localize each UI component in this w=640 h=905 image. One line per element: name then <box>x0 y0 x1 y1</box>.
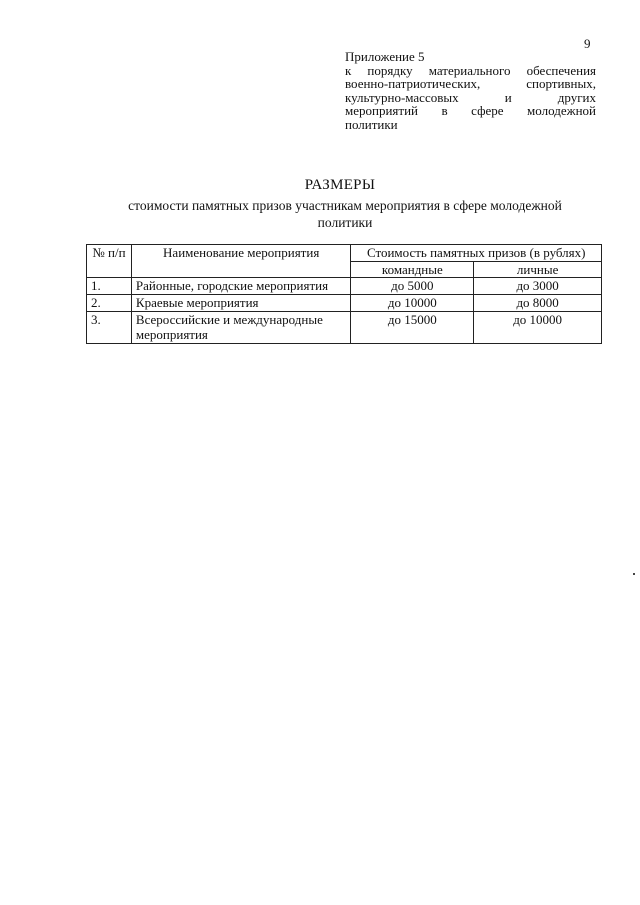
prizes-table <box>86 244 602 344</box>
cell-name: Краевые мероприятия <box>131 295 351 312</box>
appendix-line: культурно-массовых и других <box>345 89 596 105</box>
appendix-line: военно-патриотических, спортивных, <box>345 76 596 91</box>
cell-team: до 15000 <box>351 312 474 344</box>
appendix-line: к порядку материального обеспечения <box>345 62 596 78</box>
cell-personal: до 10000 <box>474 312 602 344</box>
cell-number: 1. <box>87 278 132 295</box>
header-team: командные <box>351 262 474 278</box>
cell-team: до 10000 <box>351 295 474 312</box>
header-cost-group: Стоимость памятных призов (в рублях) <box>351 245 602 262</box>
header-name: Наименование мероприятия <box>131 245 351 278</box>
cell-team: до 5000 <box>351 278 474 295</box>
page-number: 9 <box>584 36 591 51</box>
cell-number: 3. <box>87 312 132 344</box>
table-row <box>87 278 602 295</box>
document-subtitle: стоимости памятных призов участникам мероприятия в сфере молодежной политики <box>128 198 562 230</box>
table-row <box>87 295 602 312</box>
scan-speck <box>633 573 635 575</box>
cell-personal: до 8000 <box>474 295 602 312</box>
appendix-line: политики <box>345 116 398 132</box>
table-row <box>87 312 602 344</box>
appendix-reference <box>345 50 596 131</box>
cell-name: Всероссийские и международные мероприятия <box>131 312 351 344</box>
header-number: № п/п <box>87 245 132 278</box>
appendix-line: мероприятий в сфере молодежной <box>345 103 596 118</box>
table-header-row <box>87 245 602 262</box>
document-heading: РАЗМЕРЫ <box>304 177 376 193</box>
header-personal: личные <box>474 262 602 278</box>
cell-name: Районные, городские мероприятия <box>131 278 351 295</box>
appendix-title: Приложение 5 <box>345 49 425 64</box>
cell-personal: до 3000 <box>474 278 602 295</box>
cell-number: 2. <box>87 295 132 312</box>
